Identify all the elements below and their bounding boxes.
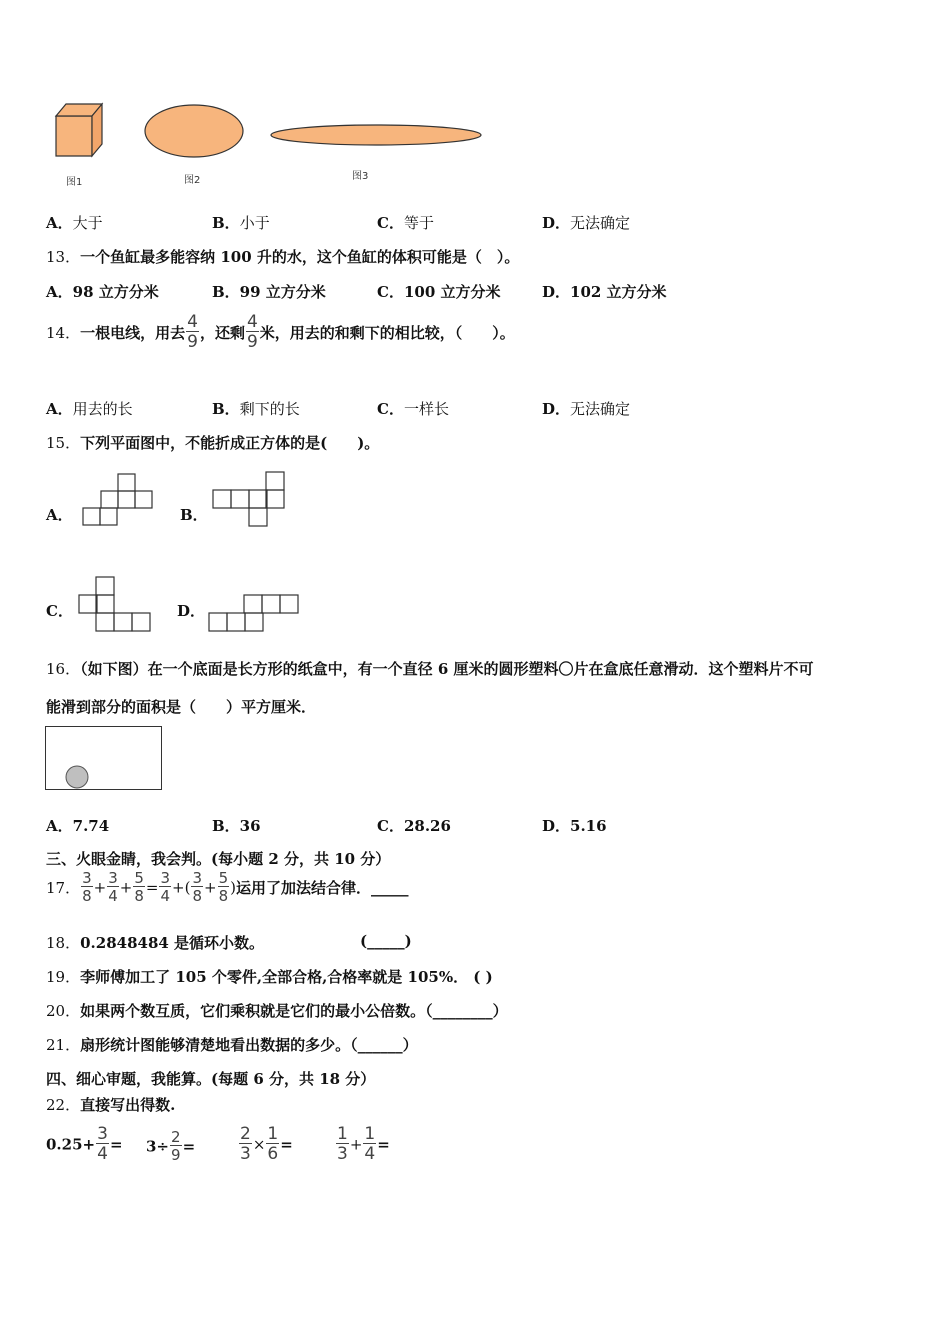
cube-figure [50,100,110,162]
q15-net-b[interactable] [212,471,288,529]
q22-expression-4: $\frac{1}{3}$ + $\frac{1}{4}$ = [337,1124,390,1164]
q16-question-line2: 能滑到部分的面积是（ ）平方厘米． [46,698,317,716]
q12-option-d[interactable]: D．无法确定 [542,214,631,232]
q15-net-a[interactable] [82,473,156,529]
q14-option-c[interactable]: C．一样长 [377,400,449,418]
q13-option-d[interactable]: D．102 立方分米 [542,283,667,301]
q15-option-c-label[interactable]: C． [46,602,73,620]
q22-expression-2: 3÷ $\frac{2}{9}$ = [146,1128,196,1164]
q15-question: 15．下列平面图中，不能折成正方体的是( )。 [46,434,380,452]
q16-option-a[interactable]: A．7.74 [46,817,110,835]
q15-option-b-label[interactable]: B． [180,506,208,524]
q17-question: 17． $\frac{3}{8}$ + $\frac{3}{4}$ + $\frac{5}{8}$ = $\frac{3}{4}$ +( $\frac{3}{8}$ + $\frac{5}{8}$ )运用了加法结合律．_____ [46,869,409,905]
q12-option-b[interactable]: B．小于 [212,214,270,232]
q14-fraction-1: $\frac{4}{9}$ [187,312,198,352]
q16-option-c[interactable]: C．28.26 [377,817,451,835]
ellipse-figure-3 [270,122,484,150]
q22-question: 22．直接写出得数. [46,1096,176,1114]
q14-option-b[interactable]: B．剩下的长 [212,400,300,418]
q14-option-a[interactable]: A．用去的长 [46,400,133,418]
section3-heading: 三、火眼金睛，我会判。(每小题 2 分，共 10 分） [46,850,391,868]
q20-question: 20．如果两个数互质，它们乘积就是它们的最小公倍数。（________） [46,1002,508,1020]
q15-option-d-label[interactable]: D． [177,602,206,620]
section4-heading: 四、细心审题，我能算。(每题 6 分，共 18 分） [46,1070,376,1088]
q16-box-figure [45,726,163,792]
q22-expression-1: 0.25+ $\frac{3}{4}$ = [46,1124,123,1164]
q16-question-line1: 16．（如下图）在一个底面是长方形的纸盒中，有一个直径 6 厘米的圆形塑料〇片在盒底任意滑动．这个塑料片不可 [46,660,814,678]
q21-question: 21．扇形统计图能够清楚地看出数据的多少。（______） [46,1036,418,1054]
fig1-label: 图1 [66,177,83,188]
q15-net-d[interactable] [208,594,300,634]
q19-question: 19．李师傅加工了 105 个零件,全部合格,合格率就是 105%． ( ) [46,968,493,986]
q12-option-a[interactable]: A．大于 [46,214,103,232]
q15-option-a-label[interactable]: A． [46,506,73,524]
q13-option-c[interactable]: C．100 立方分米 [377,283,501,301]
q13-option-a[interactable]: A．98 立方分米 [46,283,159,301]
fig3-label: 图3 [352,171,369,182]
q14-option-d[interactable]: D．无法确定 [542,400,631,418]
q12-option-c[interactable]: C．等于 [377,214,434,232]
q14-question: 14．一根电线，用去 $\frac{4}{9}$ ，还剩 $\frac{4}{9}$ 米，用去的和剩下的相比较，（ ）。 [46,312,515,352]
q16-option-d[interactable]: D．5.16 [542,817,607,835]
ellipse-figure-2 [143,104,247,160]
q18-answer-blank[interactable]: (_____) [360,932,412,950]
q13-option-b[interactable]: B．99 立方分米 [212,283,326,301]
q14-fraction-2: $\frac{4}{9}$ [246,312,258,352]
q18-question: 18．0.2848484 是循环小数。 [46,934,265,952]
fig2-label: 图2 [184,175,201,186]
q16-option-b[interactable]: B．36 [212,817,261,835]
q15-net-c[interactable] [78,576,152,634]
q22-expression-3: $\frac{2}{3}$ × $\frac{1}{6}$ = [240,1124,293,1164]
q13-question: 13．一个鱼缸最多能容纳 100 升的水，这个鱼缸的体积可能是（ ）。 [46,248,520,266]
